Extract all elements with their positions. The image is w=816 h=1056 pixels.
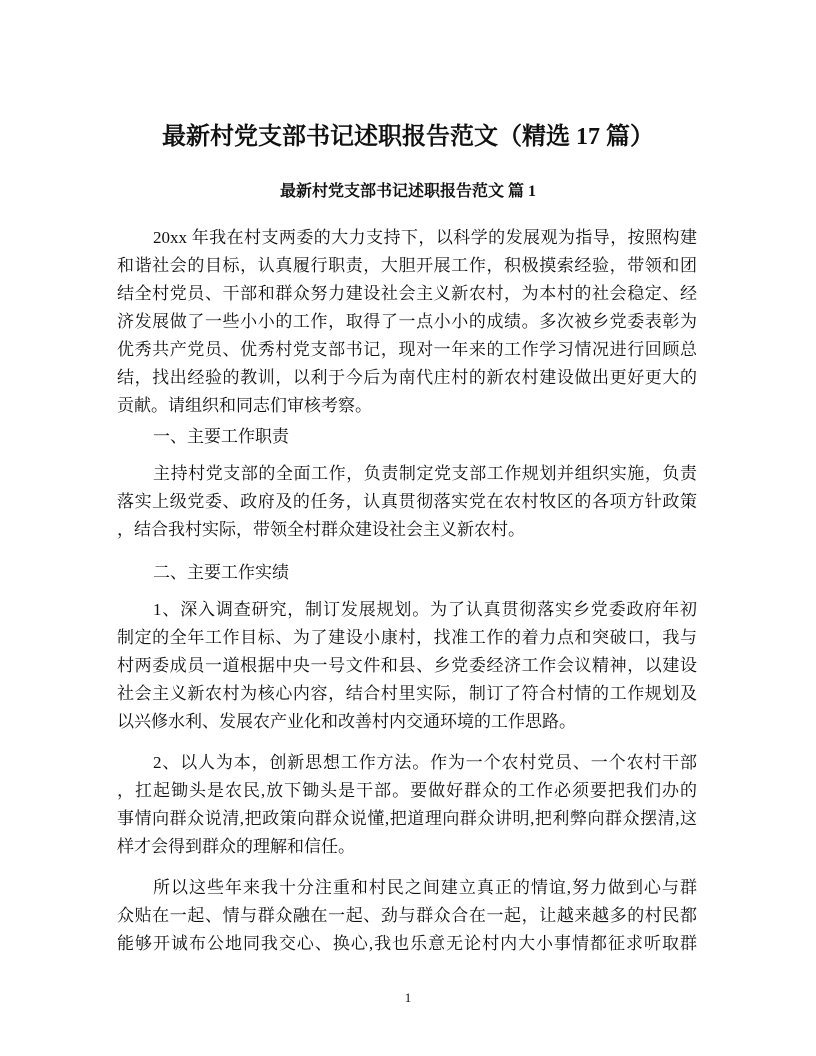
paragraph-relations (117, 874, 697, 958)
text-line: 众贴在一起、情与群众融在一起、劲与群众合在一起，让越来越多的村民都 (117, 906, 697, 925)
paragraph-point-2 (117, 749, 697, 861)
text-line: 贡献。请组织和同志们审核考察。 (117, 396, 372, 415)
text-line: 落实上级党委、政府及的任务，认真贯彻落实党在农村牧区的各项方针政策 (117, 492, 697, 511)
text-line: 1、深入调查研究，制订发展规划。为了认真贯彻落实乡党委政府年初 (153, 600, 697, 619)
text-line: ，扛起锄头是农民,放下锄头是干部。要做好群众的工作必须要把我们办的 (117, 781, 697, 800)
text-line: 样才会得到群众的理解和信任。 (117, 837, 355, 856)
text-line: 社会主义新农村为核心内容，结合村里实际，制订了符合村情的工作规划及 (117, 684, 697, 703)
paragraph-point-1 (117, 596, 697, 736)
text-line: 和谐社会的目标，认真履行职责，大胆开展工作，积极摸索经验，带领和团 (117, 256, 697, 275)
text-line: 济发展做了一些小小的工作，取得了一点小小的成绩。多次被乡党委表彰为 (117, 312, 697, 331)
text-line: 一、主要工作职责 (153, 427, 289, 446)
paragraph-intro (117, 224, 697, 420)
text-line: 主持村党支部的全面工作，负责制定党支部工作规划并组织实施，负责 (153, 464, 697, 483)
text-line: ，结合我村实际，带领全村群众建设社会主义新农村。 (117, 520, 525, 539)
heading-duties (117, 423, 697, 451)
text-line: 20xx 年我在村支两委的大力支持下，以科学的发展观为指导，按照构建 (153, 228, 697, 247)
text-line: 以兴修水利、发展农产业化和改善村内交通环境的工作思路。 (117, 712, 576, 731)
text-line: 结全村党员、干部和群众努力建设社会主义新农村，为本村的社会稳定、经 (117, 284, 697, 303)
text-line: 优秀共产党员、优秀村党支部书记，现对一年来的工作学习情况进行回顾总 (117, 340, 697, 359)
text-line: 制定的全年工作目标、为了建设小康村，找准工作的着力点和突破口，我与 (117, 628, 697, 647)
page-number: 1 (404, 990, 412, 1005)
text-line: 二、主要工作实绩 (153, 563, 289, 582)
text-line: 结，找出经验的教训，以利于今后为南代庄村的新农村建设做出更好更大的 (117, 368, 697, 387)
paragraph-duties (117, 460, 697, 544)
text-line: 事情向群众说清,把政策向群众说懂,把道理向群众讲明,把利弊向群众摆清,这 (117, 809, 697, 828)
text-line: 能够开诚布公地同我交心、换心,我也乐意无论村内大小事情都征求听取群 (117, 934, 697, 953)
text-line: 村两委成员一道根据中央一号文件和县、乡党委经济工作会议精神，以建设 (117, 656, 697, 675)
document-title: 最新村党支部书记述职报告范文（精选 17 篇） (162, 124, 654, 150)
text-line: 2、以人为本，创新思想工作方法。作为一个农村党员、一个农村干部 (153, 753, 697, 772)
section-title: 最新村党支部书记述职报告范文 篇 1 (279, 183, 536, 200)
text-line: 所以这些年来我十分注重和村民之间建立真正的情谊,努力做到心与群 (153, 878, 697, 897)
heading-achievements (117, 559, 697, 587)
